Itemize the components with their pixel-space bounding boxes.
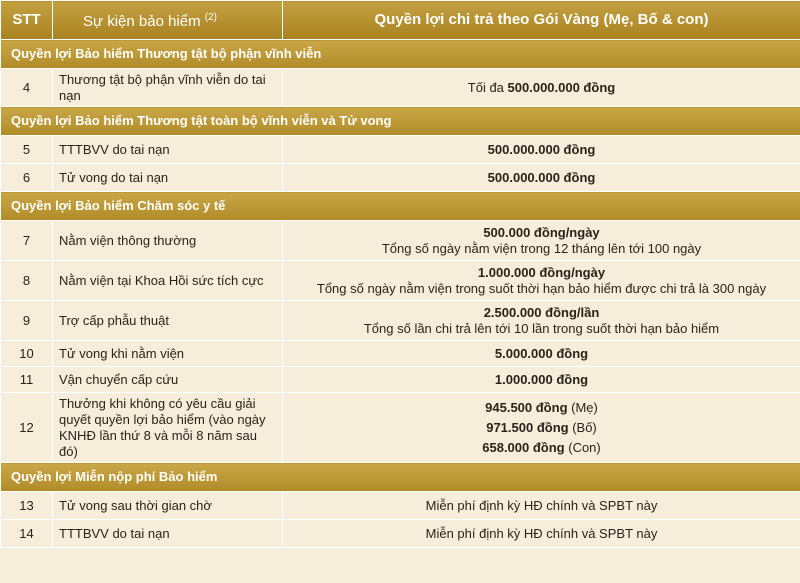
benefit-who: (Bố) [568,419,597,435]
row-stt: 10 [1,341,53,367]
row-benefit: Miễn phí định kỳ HĐ chính và SPBT này [283,520,800,548]
table-row [1,136,800,164]
table-row [1,221,800,261]
row-stt: 14 [1,520,53,548]
table-row [1,341,800,367]
benefit-amount-line [283,418,800,438]
row-event: Tử vong khi nằm viện [53,341,283,367]
table-row [1,520,800,548]
table-row [1,393,800,463]
row-event: Trợ cấp phẫu thuật [53,301,283,341]
row-stt: 6 [1,164,53,192]
header-event-note: (2) [204,12,218,23]
section-header: Quyền lợi Bảo hiểm Thương tật toàn bộ vĩnh viễn và Tử vong [1,107,800,136]
row-benefit: Miễn phí định kỳ HĐ chính và SPBT này [283,492,800,520]
benefit-who: (Con) [564,439,601,455]
table-header [1,1,800,40]
benefit-amount: 2.500.000 đồng/lần [483,304,600,320]
row-benefit [283,136,800,164]
row-event: Tử vong do tai nạn [53,164,283,192]
table-row [1,164,800,192]
row-stt: 13 [1,492,53,520]
benefit-amount: 1.000.000 đồng/ngày [477,264,606,280]
row-benefit [283,69,800,107]
row-event: TTTBVV do tai nạn [53,136,283,164]
section-header: Quyền lợi Bảo hiểm Thương tật bộ phận vĩnh viễn [1,40,800,69]
row-benefit [283,301,800,341]
benefit-note: Tổng số lần chi trả lên tới 10 lần trong suốt thời hạn bảo hiểm [363,320,720,336]
table-row [1,301,800,341]
benefit-amount: 5.000.000 đồng [494,345,589,361]
row-event: Nằm viện thông thường [53,221,283,261]
row-stt: 9 [1,301,53,341]
row-stt: 4 [1,69,53,107]
row-event: Nằm viện tại Khoa Hồi sức tích cực [53,261,283,301]
row-benefit [283,341,800,367]
header-event-label: Sự kiện bảo hiểm [83,13,201,30]
benefit-amount-line [283,398,800,418]
header-event [53,1,283,40]
row-benefit [283,367,800,393]
table-row [1,261,800,301]
table-row [1,69,800,107]
row-stt: 12 [1,393,53,463]
benefit-who: (Mẹ) [567,399,598,415]
row-stt: 7 [1,221,53,261]
row-benefit [283,261,800,301]
benefit-amount: 945.500 đồng [485,399,568,415]
benefit-amount: 971.500 đồng [486,419,569,435]
row-stt: 11 [1,367,53,393]
section-header: Quyền lợi Miễn nộp phí Bảo hiểm [1,463,800,492]
benefit-prefix: Tối đa [467,79,508,95]
row-benefit [283,164,800,192]
row-event: Thương tật bộ phận vĩnh viễn do tai nạn [53,69,283,107]
row-stt: 5 [1,136,53,164]
row-event: TTTBVV do tai nạn [53,520,283,548]
section-header: Quyền lợi Bảo hiểm Chăm sóc y tế [1,192,800,221]
row-event: Vận chuyển cấp cứu [53,367,283,393]
benefit-amount: 1.000.000 đồng [494,371,589,387]
benefit-note: Tổng số ngày nằm viện trong 12 tháng lên tới 100 ngày [381,240,702,256]
header-stt: STT [1,1,53,40]
benefit-amount: 658.000 đồng [482,439,565,455]
table-row [1,492,800,520]
benefit-amount: 500.000.000 đồng [507,79,616,95]
row-benefit [283,221,800,261]
benefit-amount-line [283,438,800,458]
benefit-amount: 500.000.000 đồng [487,141,596,157]
benefit-note: Tổng số ngày nằm viện trong suốt thời hạn bảo hiểm được chi trả là 300 ngày [316,280,767,296]
row-event: Thưởng khi không có yêu cầu giải quyết quyền lợi bảo hiểm (vào ngày KNHĐ lần thứ 8 và mỗi 8 năm sau đó) [53,393,283,463]
table-row [1,367,800,393]
row-event: Tử vong sau thời gian chờ [53,492,283,520]
benefit-amount: 500.000.000 đồng [487,169,596,185]
header-benefit: Quyền lợi chi trả theo Gói Vàng (Mẹ, Bố & con) [283,1,800,40]
row-stt: 8 [1,261,53,301]
row-benefit [283,393,800,463]
benefit-amount: 500.000 đồng/ngày [483,224,600,240]
